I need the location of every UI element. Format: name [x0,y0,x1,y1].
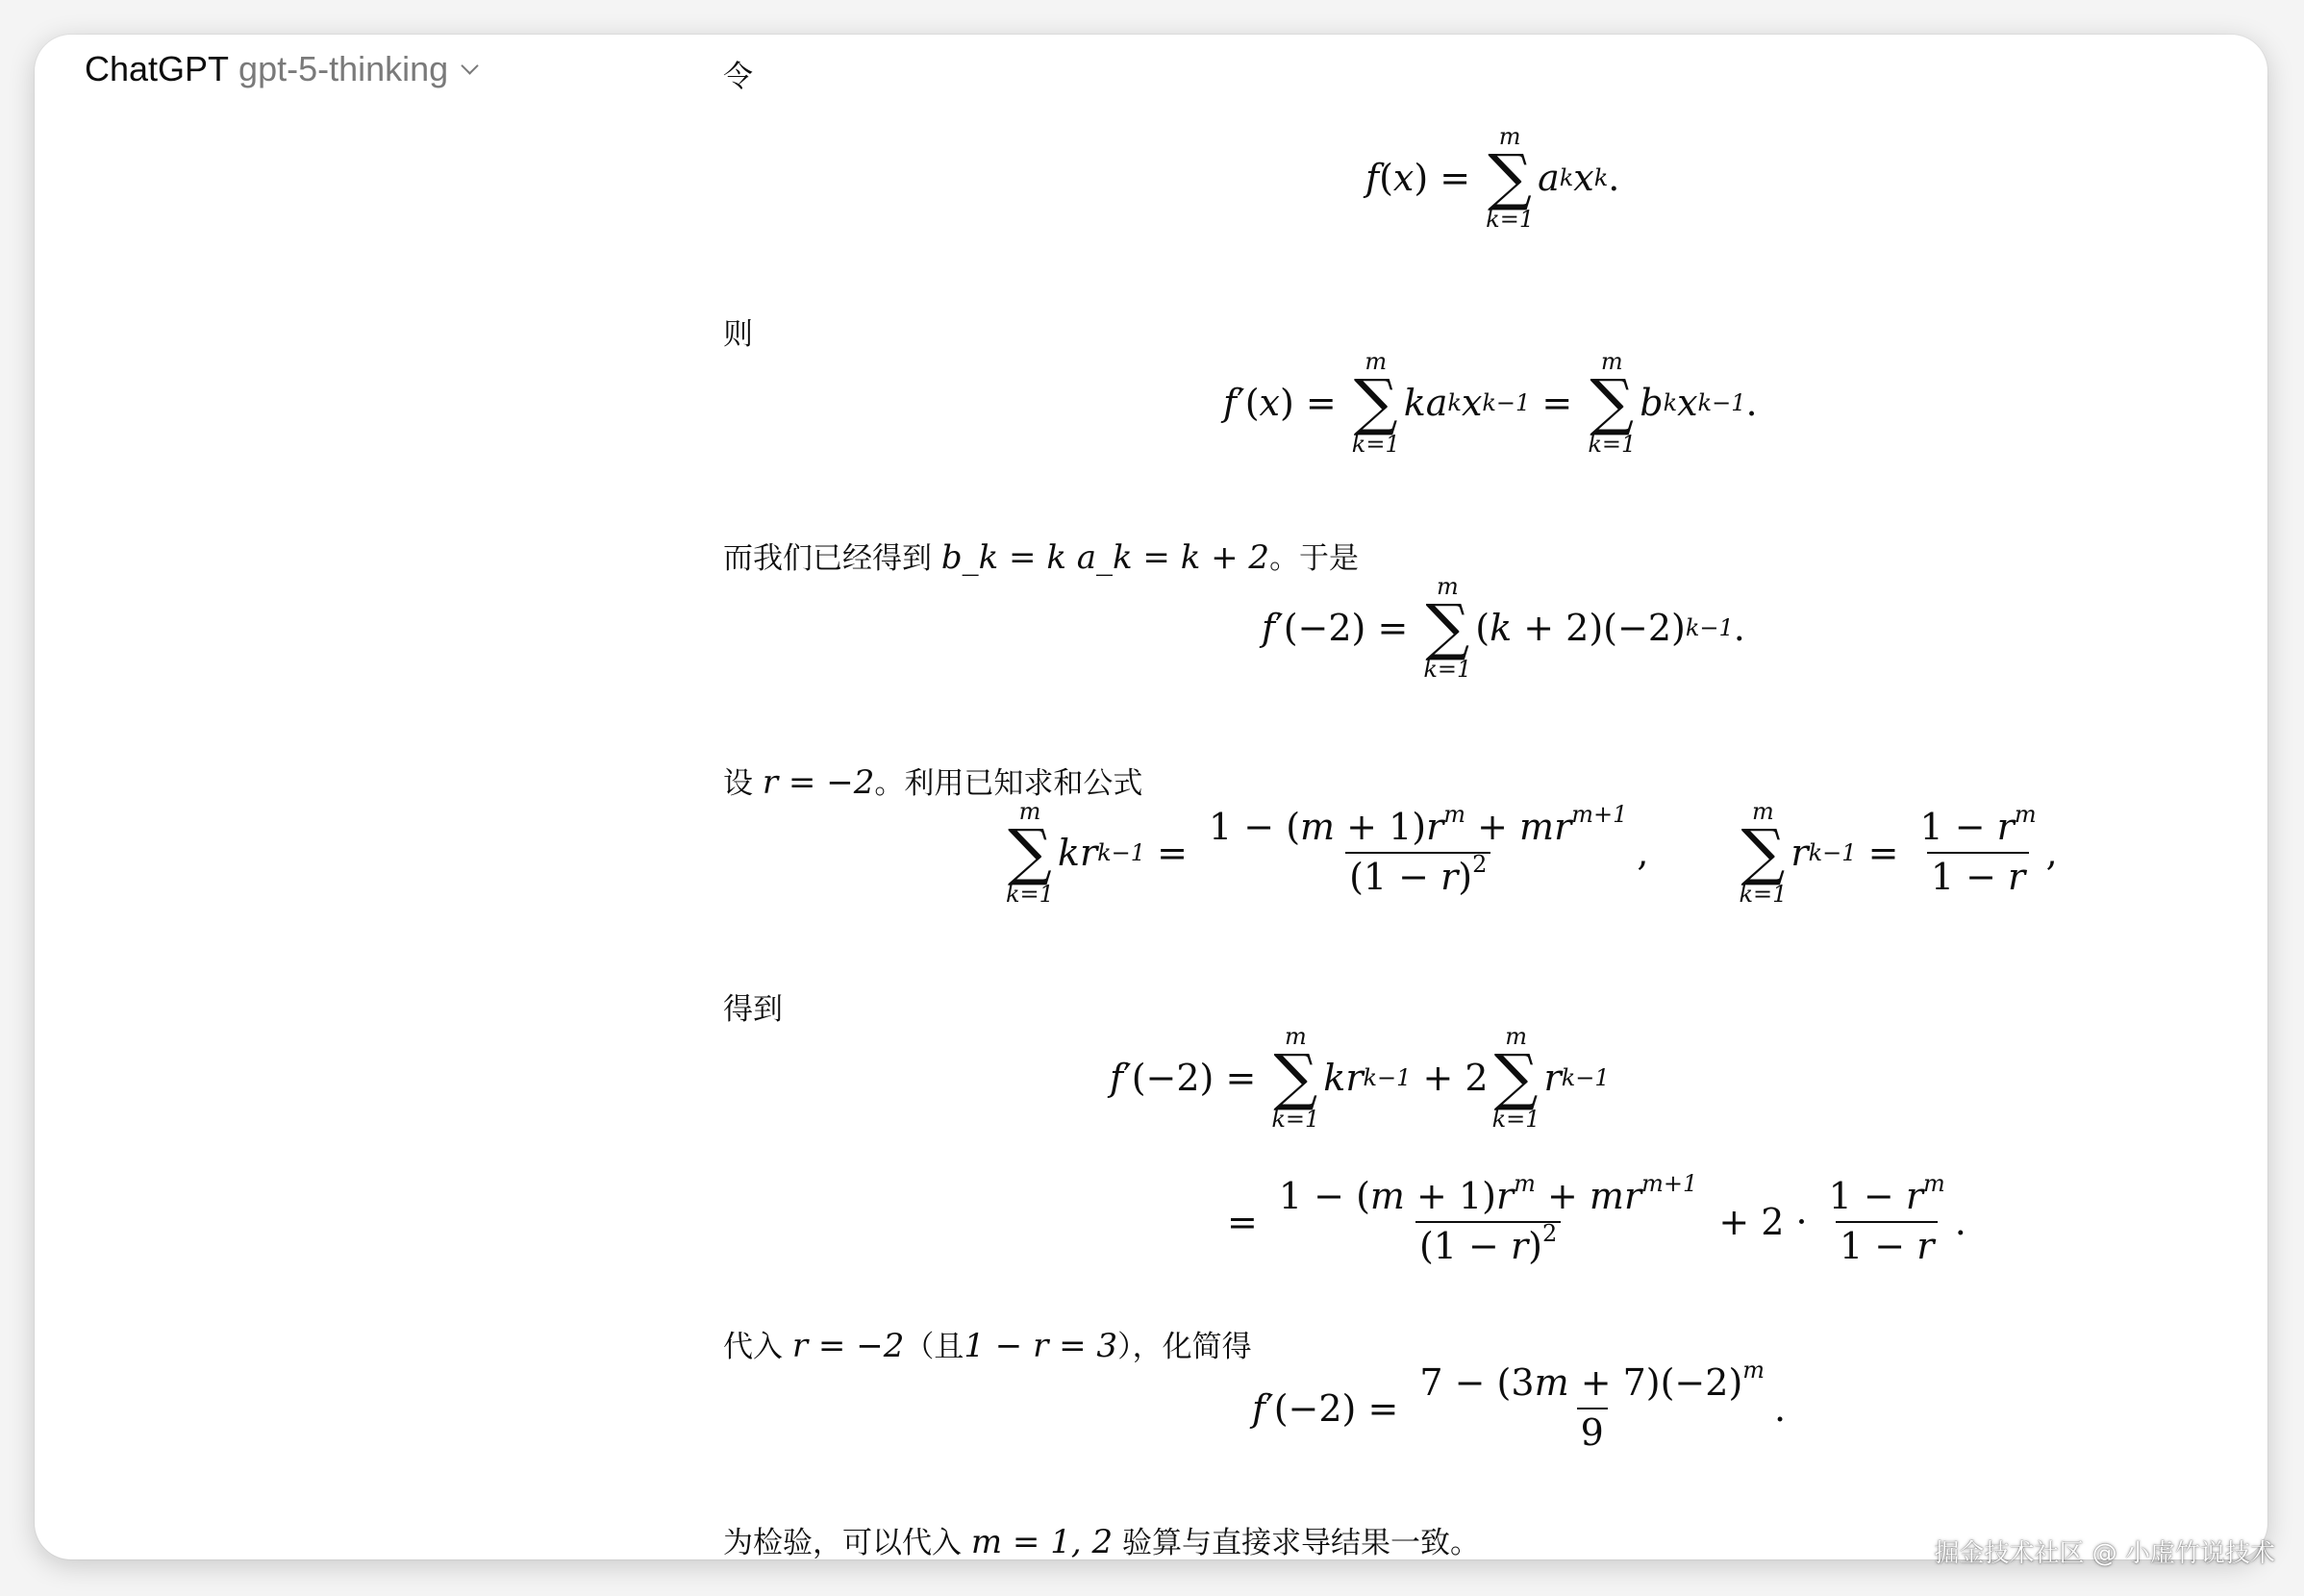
paragraph-7-tail: 验算与直接求导结果一致。 [1121,1526,1480,1559]
model-selector[interactable] [85,40,476,98]
equation-2: f ′( x ) = m ∑ k=1 ka k x k−1 = m ∑ k=1 b k x k−1 . [1223,348,1758,458]
paragraph-4-math: r = −2 [762,763,875,802]
paragraph-3-tail: 。于是 [1269,541,1360,576]
equation-3: f ′(−2) = m ∑ k=1 ( k + 2)(−2) k−1 . [1262,573,1745,683]
model-name: gpt-5-thinking [238,49,449,88]
equation-6: f ′(−2) = $\frac{7 - (3m + 7)(-2)^m}{9}$ . [1252,1357,1787,1454]
equation-4: m ∑ k=1 kr k−1 = $\frac{1 - (m + 1)r^m + mr^{m+1}}{(1 - r)^2}$ , m ∑ k=1 r k−1 = $\frac{1 - r^m}{1 - r}$ , [1006,798,2058,908]
paragraph-7-text: 为检验，可以代入 [723,1526,962,1559]
paragraph-6-mid: （且 [904,1330,964,1364]
paragraph-7-math: m = 1, 2 [970,1523,1114,1559]
app-name: ChatGPT [85,49,230,88]
chat-window [35,35,2267,1559]
paragraph-6-text: 代入 [723,1330,783,1364]
paragraph-6-math-1: r = −2 [791,1327,905,1365]
paragraph-3-text: 而我们已经得到 [723,541,932,576]
paragraph-1: 令 [723,60,753,94]
paragraph-2: 则 [723,317,753,352]
equation-5-line-1: f ′(−2) = m ∑ k=1 kr k−1 + 2 m ∑ k=1 r k−1 [1110,1023,1610,1133]
paragraph-7 [723,1521,1480,1559]
paragraph-6-math-2: 1 − r = 3 [964,1327,1118,1365]
equation-5-line-2: = $\frac{1 - (m + 1)r^m + mr^{m+1}}{(1 - r)^2}$ + 2 · $\frac{1 - r^m}{1 - r}$ . [1227,1170,1966,1267]
paragraph-4-tail: 。利用已知求和公式 [874,766,1143,801]
paragraph-6-tail: ），化简得 [1117,1330,1252,1364]
paragraph-3-math: b_k = k a_k = k + 2 [940,538,1270,577]
assistant-message [723,35,2242,1559]
paragraph-6 [723,1325,1252,1368]
chevron-down-icon[interactable] [461,57,478,74]
watermark: 掘金技术社区 @ 小虚竹说技术 [1934,1539,2275,1568]
paragraph-4-text: 设 [723,766,753,801]
paragraph-3 [723,536,1359,580]
equation-1: f ( x ) = m ∑ k=1 a k x k . [1365,123,1620,233]
paragraph-4 [723,761,1142,805]
paragraph-5: 得到 [723,992,783,1027]
